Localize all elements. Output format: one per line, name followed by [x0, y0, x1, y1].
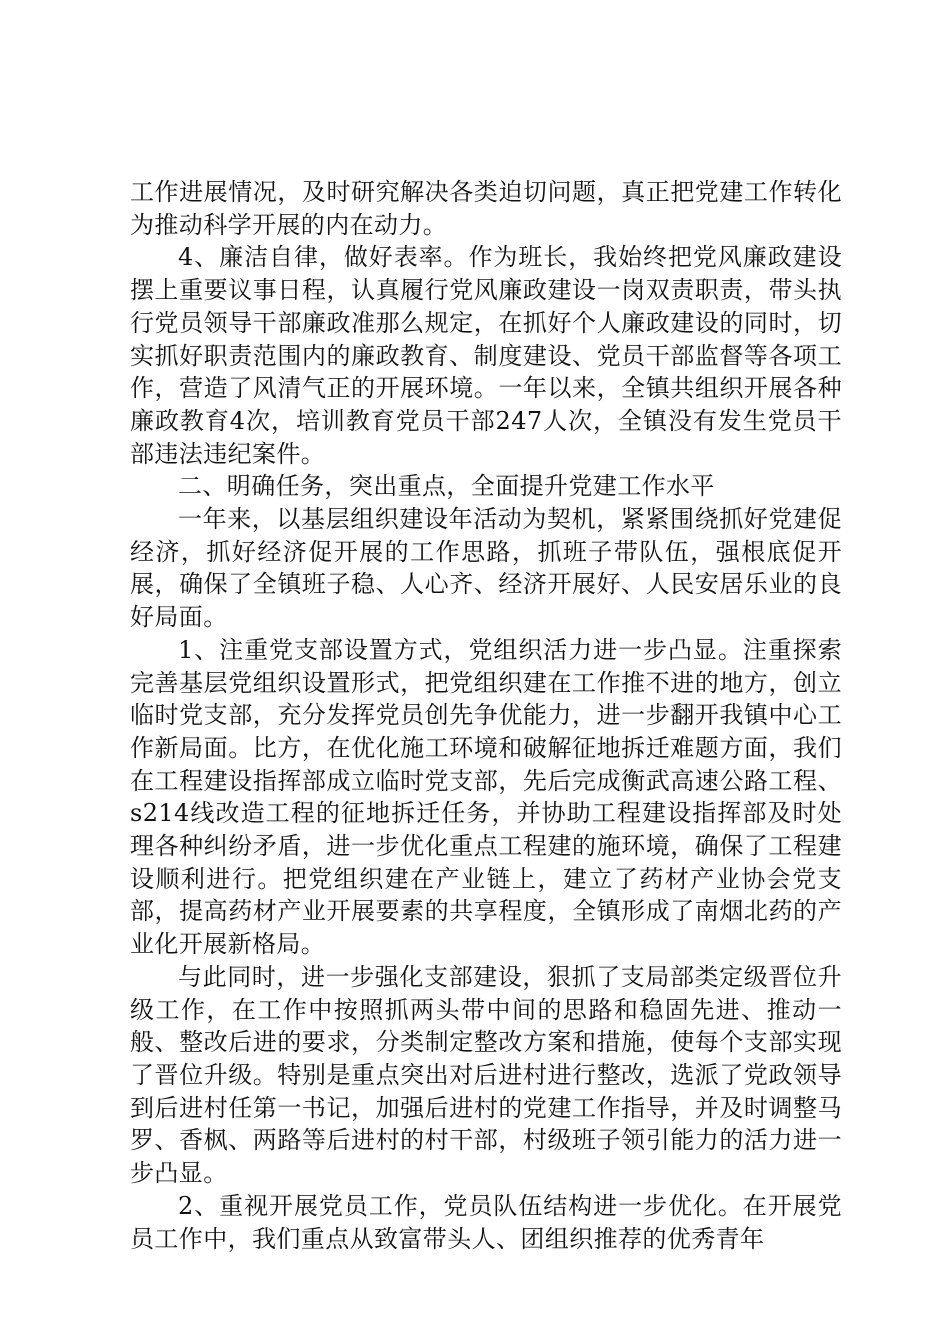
- paragraph-continuation: 工作进展情况，及时研究解决各类迫切问题，真正把党建工作转化为推动科学开展的内在动力。: [130, 178, 842, 239]
- section-heading-2: 二、明确任务，突出重点，全面提升党建工作水平: [178, 472, 715, 501]
- paragraph-item-1: 1、注重党支部设置方式，党组织活力进一步凸显。注重探索完善基层党组织设置形式，把党组织建在工作推不进的地方，创立临时党支部，充分发挥党员创先争优能力，进一步翻开我镇中心工作新局面。比方，在优化施工环境和破解征地拆迁难题方面，我们在工程建设指挥部成立临时党支部，先后完成衡武高速公路工程、s214线改造工程的征地拆迁任务，并协助工程建设指挥部及时处理各种纠纷矛盾，进一步优化重点工程建的施环境，确保了工程建设顺利进行。把党组织建在产业链上，建立了药材产业协会党支部，提高药材产业开展要素的共享程度，全镇形成了南烟北药的产业化开展新格局。: [130, 635, 842, 959]
- paragraph-overview: 一年来，以基层组织建设年活动为契机，紧紧围绕抓好党建促经济，抓好经济促开展的工作思路，抓班子带队伍，强根底促开展，确保了全镇班子稳、人心齐、经济开展好、人民安居乐业的良好局面。: [130, 505, 842, 632]
- paragraph-integrity: 4、廉洁自律，做好表率。作为班长，我始终把党风廉政建设摆上重要议事日程，认真履行党风廉政建设一岗双责职责，带头执行党员领导干部廉政准那么规定，在抓好个人廉政建设的同时，切实抓好职责范围内的廉政教育、制度建设、党员干部监督等各项工作，营造了风清气正的开展环境。一年以来，全镇共组织开展各种廉政教育4次，培训教育党员干部247人次，全镇没有发生党员干部违法违纪案件。: [130, 243, 842, 468]
- paragraph-branch-building: 与此同时，进一步强化支部建设，狠抓了支局部类定级晋位升级工作，在工作中按照抓两头带中间的思路和稳固先进、推动一般、整改后进的要求，分类制定整改方案和措施，使每个支部实现了晋位升级。特别是重点突出对后进村进行整改，选派了党政领导到后进村任第一书记，加强后进村的党建工作指导，并及时调整马罗、香枫、两路等后进村的村干部，村级班子领引能力的活力进一步凸显。: [130, 962, 842, 1188]
- paragraph-item-2: 2、重视开展党员工作，党员队伍结构进一步优化。在开展党员工作中，我们重点从致富带头人、团组织推荐的优秀青年: [130, 1191, 842, 1253]
- document-body: [130, 176, 842, 1255]
